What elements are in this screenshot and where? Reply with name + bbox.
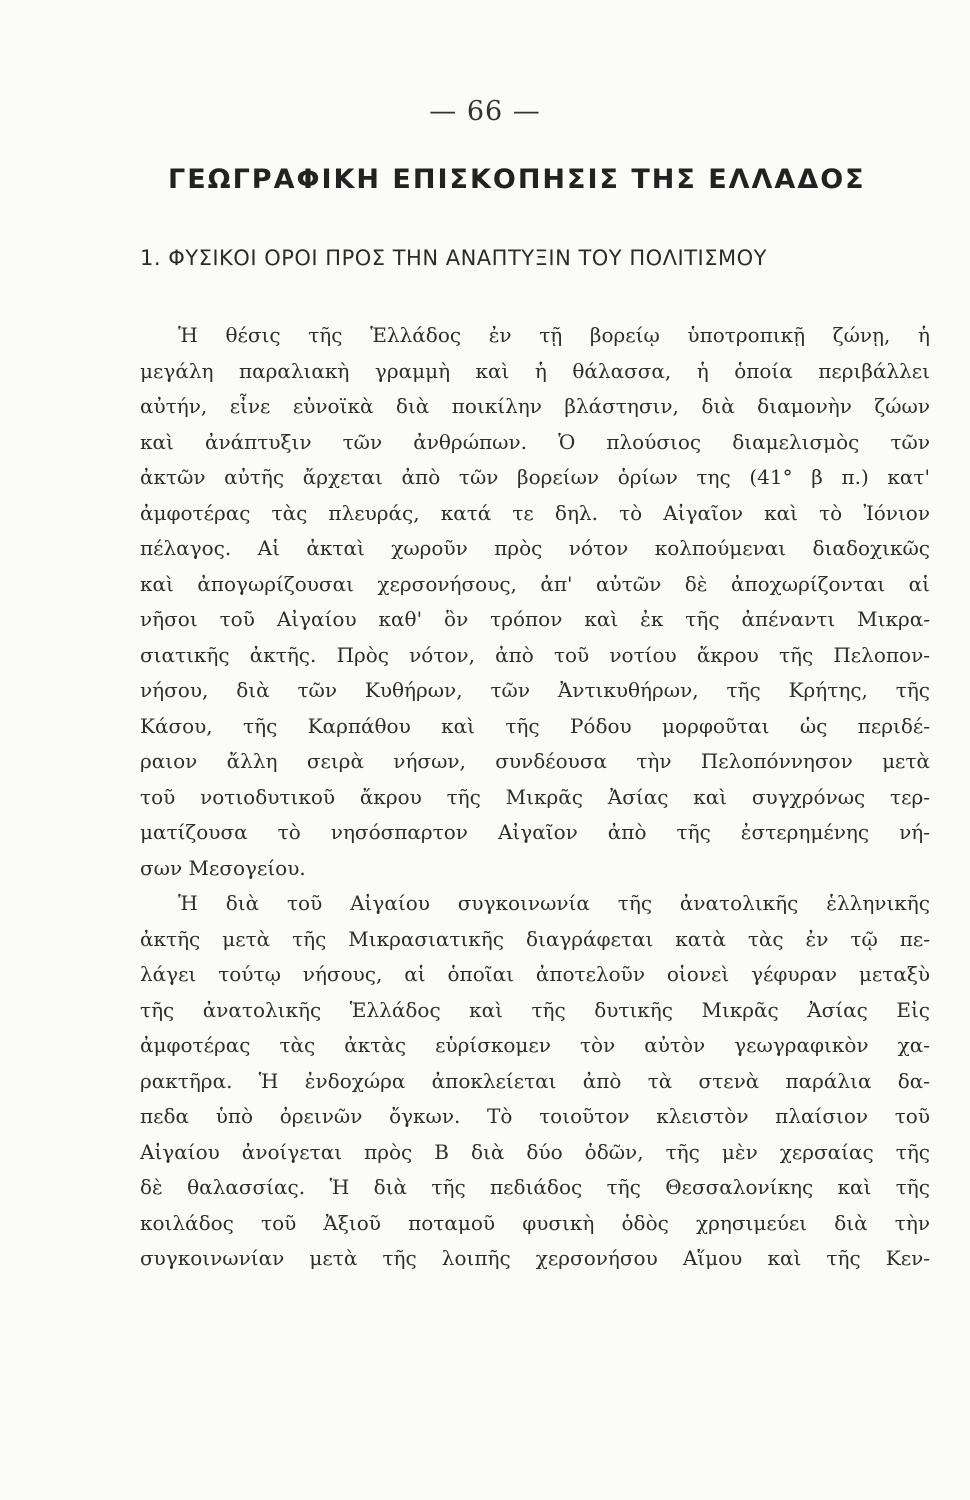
section-title: 1. ΦΥΣΙΚΟΙ ΟΡΟΙ ΠΡΟΣ ΤΗΝ ΑΝΑΠΤΥΞΙΝ ΤΟΥ ΠΟΛΙΤΙΣΜΟΥ	[140, 246, 767, 270]
chapter-title: ΓΕΩΓΡΑΦΙΚΗ ΕΠΙΣΚΟΠΗΣΙΣ ΤΗΣ ΕΛΛΑΔΟΣ	[168, 164, 866, 195]
text-line: ματίζουσα τὸ νησόσπαρτον Αἰγαῖον ἀπὸ τῆς ἐστερημένης νή-	[140, 820, 930, 844]
text-line: αὐτήν, εἶνε εὐνοϊκὰ διὰ ποικίλην βλάστησιν, διὰ διαμονὴν ζώων	[140, 394, 930, 418]
text-line: συγκοινωνίαν μετὰ τῆς λοιπῆς χερσονήσου Αἵμου καὶ τῆς Κεν-	[140, 1246, 930, 1270]
text-line: ἀμφοτέρας τὰς πλευράς, κατά τε δηλ. τὸ Αἰγαῖον καὶ τὸ Ἰόνιον	[140, 500, 930, 525]
text-line: τοῦ νοτιοδυτικοῦ ἄκρου τῆς Μικρᾶς Ἀσίας καὶ συγχρόνως τερ-	[140, 784, 930, 809]
text-line: ἀμφοτέρας τὰς ἀκτὰς εὑρίσκομεν τὸν αὐτὸν γεωγραφικὸν χα-	[140, 1033, 930, 1057]
text-line: πέλαγος. Αἱ ἀκταὶ χωροῦν πρὸς νότον κολπούμεναι διαδοχικῶς	[140, 536, 930, 560]
text-line: νῆσοι τοῦ Αἰγαίου καθ' ὃν τρόπον καὶ ἐκ τῆς ἀπέναντι Μικρα-	[140, 607, 930, 631]
text-line: καὶ ἀπογωρίζουσαι χερσονήσους, ἀπ' αὐτῶν δὲ ἀποχωρίζονται αἱ	[140, 571, 930, 596]
page-number: — 66 —	[429, 96, 541, 127]
text-line: ἀκτῆς μετὰ τῆς Μικρασιατικῆς διαγράφεται κατὰ τὰς ἐν τῷ πε-	[140, 926, 930, 951]
text-line: ραιον ἄλλη σειρὰ νήσων, συνδέουσα τὴν Πελοπόννησον μετὰ	[140, 749, 930, 773]
text-line: σιατικῆς ἀκτῆς. Πρὸς νότον, ἀπὸ τοῦ νοτίου ἄκρου τῆς Πελοπον-	[140, 642, 930, 667]
text-line: καὶ ἀνάπτυξιν τῶν ἀνθρώπων. Ὁ πλούσιος διαμελισμὸς τῶν	[140, 429, 930, 454]
text-line: λάγει τούτῳ νήσους, αἱ ὁποῖαι ἀποτελοῦν οἱονεὶ γέφυραν μεταξὺ	[140, 962, 930, 986]
text-line: μεγάλη παραλιακὴ γραμμὴ καὶ ἡ θάλασσα, ἡ ὁποία περιβάλλει	[140, 358, 930, 383]
text-line: νήσου, διὰ τῶν Κυθήρων, τῶν Ἀντικυθήρων, τῆς Κρήτης, τῆς	[140, 678, 930, 702]
text-line: Ἡ διὰ τοῦ Αἰγαίου συγκοινωνία τῆς ἀνατολικῆς ἑλληνικῆς	[178, 891, 930, 915]
text-line: σων Μεσογείου.	[140, 855, 306, 880]
text-line: ρακτῆρα. Ἡ ἐνδοχώρα ἀποκλείεται ἀπὸ τὰ στενὰ παράλια δα-	[140, 1068, 930, 1093]
text-line: Αἰγαίου ἀνοίγεται πρὸς Β διὰ δύο ὁδῶν, τῆς μὲν χερσαίας τῆς	[140, 1139, 930, 1164]
text-line: Κάσου, τῆς Καρπάθου καὶ τῆς Ρόδου μορφοῦται ὡς περιδέ-	[140, 713, 930, 738]
text-line: δὲ θαλασσίας. Ἡ διὰ τῆς πεδιάδος τῆς Θεσσαλονίκης καὶ τῆς	[140, 1175, 930, 1199]
text-line: τῆς ἀνατολικῆς Ἑλλάδος καὶ τῆς δυτικῆς Μικρᾶς Ἀσίας Εἰς	[140, 997, 930, 1022]
text-line: ἀκτῶν αὐτῆς ἄρχεται ἀπὸ τῶν βορείων ὁρίων της (41° β π.) κατ'	[140, 465, 930, 489]
text-line: πεδα ὑπὸ ὀρεινῶν ὄγκων. Τὸ τοιοῦτον κλειστὸν πλαίσιον τοῦ	[140, 1104, 930, 1128]
text-line: κοιλάδος τοῦ Ἀξιοῦ ποταμοῦ φυσικὴ ὁδὸς χρησιμεύει διὰ τὴν	[140, 1210, 930, 1235]
text-line: Ἡ θέσις τῆς Ἑλλάδος ἐν τῇ βορείῳ ὑποτροπικῇ ζώνῃ, ἡ	[178, 323, 930, 347]
body-text	[140, 318, 930, 1277]
